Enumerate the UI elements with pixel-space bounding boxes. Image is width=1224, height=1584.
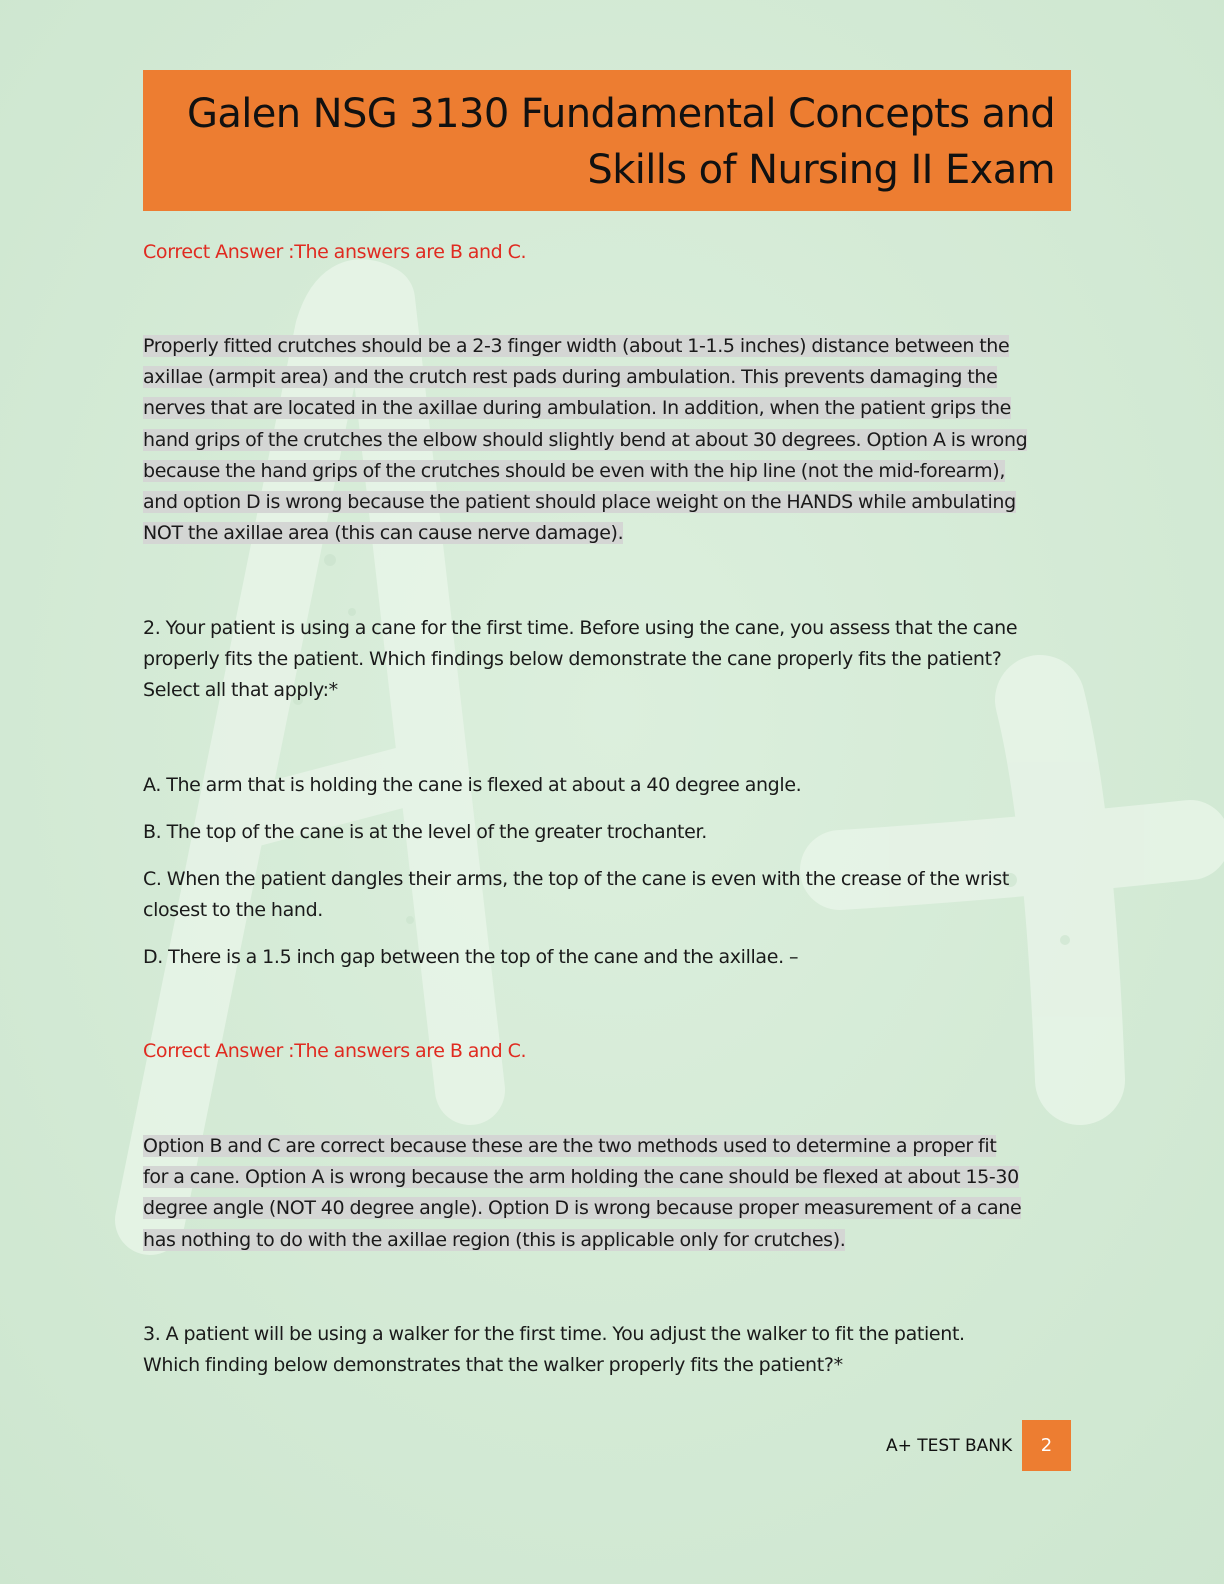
explanation-1-line: Properly fitted crutches should be a 2-3 finger width (about 1-1.5 inches) distance between the [143, 335, 1010, 357]
title-line-1: Galen NSG 3130 Fundamental Concepts and [186, 91, 1055, 137]
question-2 [143, 613, 1073, 707]
correct-answer-1: Correct Answer :The answers are B and C. [143, 241, 527, 263]
explanation-1-line: and option D is wrong because the patient should place weight on the HANDS while ambulating [143, 491, 1016, 514]
option-b: B. The top of the cane is at the level of the greater trochanter. [143, 821, 707, 843]
explanation-1-line: because the hand grips of the crutches should be even with the hip line (not the mid-forearm), [143, 459, 1006, 482]
question-2-line: properly fits the patient. Which findings below demonstrate the cane properly fits the patient? [143, 648, 1002, 671]
option-c-line: closest to the hand. [143, 899, 323, 922]
question-2-line: Select all that apply:* [143, 679, 338, 702]
explanation-1-line: axillae (armpit area) and the crutch rest pads during ambulation. This prevents damaging the [143, 366, 998, 389]
explanation-2-line: for a cane. Option A is wrong because the arm holding the cane should be flexed at about 15-30 [143, 1166, 1019, 1189]
option-c-line: C. When the patient dangles their arms, the top of the cane is even with the crease of the wrist [143, 868, 1010, 890]
option-d: D. There is a 1.5 inch gap between the top of the cane and the axillae. – [143, 946, 799, 968]
title-line-2: Skills of Nursing II Exam [587, 147, 1055, 193]
question-2-line: 2. Your patient is using a cane for the first time. Before using the cane, you assess that the cane [143, 617, 1018, 639]
explanation-1-line: hand grips of the crutches the elbow should slightly bend at about 30 degrees. Option A is wrong [143, 428, 1028, 451]
explanation-1-line: nerves that are located in the axillae during ambulation. In addition, when the patient grips the [143, 397, 1012, 420]
explanation-2-line: Option B and C are correct because these are the two methods used to determine a proper fit [143, 1135, 997, 1157]
footer-label: A+ TEST BANK [886, 1436, 1013, 1456]
option-a: A. The arm that is holding the cane is flexed at about a 40 degree angle. [143, 774, 802, 796]
question-3-line: 3. A patient will be using a walker for the first time. You adjust the walker to fit the patient. [143, 1323, 965, 1345]
question-3-line: Which finding below demonstrates that the walker properly fits the patient?* [143, 1354, 843, 1377]
correct-answer-2: Correct Answer :The answers are B and C. [143, 1040, 527, 1062]
explanation-2-line: degree angle (NOT 40 degree angle). Option D is wrong because proper measurement of a cane [143, 1197, 1022, 1220]
explanation-1 [143, 331, 1073, 549]
option-c [143, 864, 1073, 926]
title-banner [143, 70, 1071, 211]
explanation-1-line: NOT the axillae area (this can cause nerve damage). [143, 522, 624, 545]
page-number-badge: 2 [1022, 1420, 1071, 1471]
explanation-2-line: has nothing to do with the axillae region (this is applicable only for crutches). [143, 1228, 846, 1251]
question-3 [143, 1319, 1073, 1381]
explanation-2 [143, 1131, 1073, 1256]
